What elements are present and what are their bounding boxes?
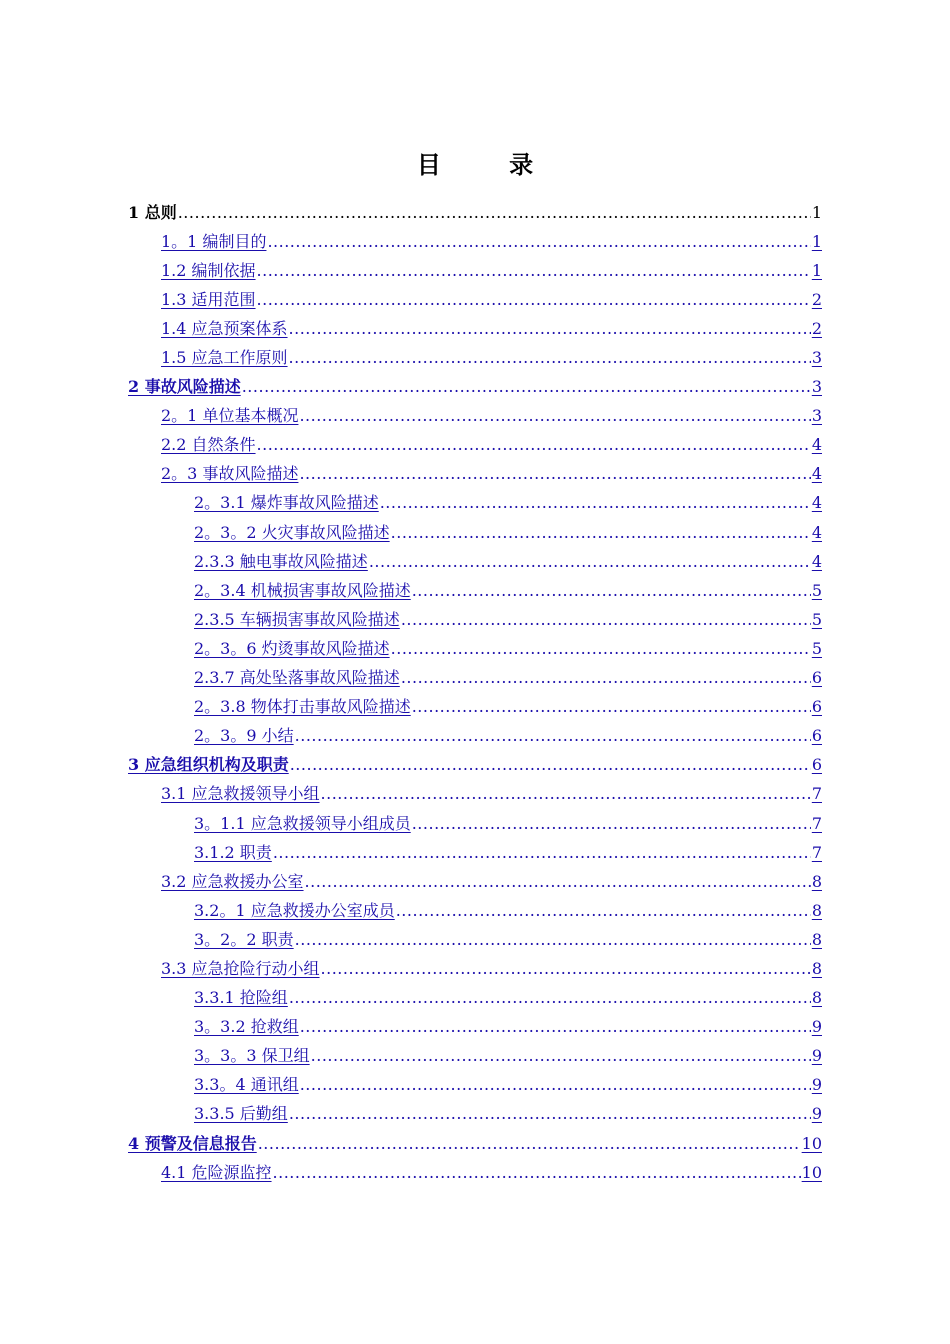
toc-entry-label: 2。1 单位基本概况	[161, 406, 299, 426]
toc-entry-page-number: 4	[811, 464, 822, 484]
toc-entry[interactable]	[0, 722, 950, 751]
toc-entry-page-number: 8	[811, 900, 822, 920]
toc-entry[interactable]	[0, 285, 950, 314]
toc-entry-label: 4 预警及信息报告	[128, 1133, 257, 1153]
toc-entry-page-number: 10	[801, 1162, 822, 1182]
dot-leader	[401, 668, 811, 688]
toc-entry-label: 2.3.7 高处坠落事故风险描述	[194, 668, 400, 688]
dot-leader	[401, 610, 811, 630]
toc-entry-page-number: 7	[811, 842, 822, 862]
dot-leader	[300, 1017, 811, 1037]
toc-entry-page-number: 1	[811, 202, 822, 222]
toc-entry[interactable]	[0, 984, 950, 1013]
toc-entry-page-number: 9	[811, 1075, 822, 1095]
toc-entry-label: 3 应急组织机构及职责	[128, 755, 289, 775]
dot-leader	[257, 261, 811, 281]
toc-entry[interactable]	[0, 431, 950, 460]
toc-entry-page-number: 10	[801, 1133, 822, 1153]
dot-leader	[289, 1104, 811, 1124]
dot-leader	[311, 1046, 811, 1066]
dot-leader	[295, 726, 811, 746]
toc-entry[interactable]	[0, 1013, 950, 1042]
toc-entry[interactable]	[0, 198, 950, 227]
toc-entry-page-number: 5	[811, 580, 822, 600]
toc-entry-page-number: 5	[811, 609, 822, 629]
toc-entry-label: 3.3。4 通讯组	[194, 1075, 299, 1095]
toc-entry[interactable]	[0, 373, 950, 402]
dot-leader	[412, 581, 811, 601]
toc-entry[interactable]	[0, 343, 950, 372]
toc-entry-label: 3.2。1 应急救援办公室成员	[194, 900, 395, 920]
toc-entry-label: 2。3 事故风险描述	[161, 464, 299, 484]
toc-entry-label: 2。3.8 物体打击事故风险描述	[194, 697, 411, 717]
toc-entry[interactable]	[0, 1129, 950, 1158]
toc-entry-label: 3.1.2 职责	[194, 842, 272, 862]
toc-entry[interactable]	[0, 664, 950, 693]
toc-entry[interactable]	[0, 489, 950, 518]
toc-entry-page-number: 2	[811, 289, 822, 309]
dot-leader	[257, 290, 811, 310]
toc-entry-page-number: 1	[811, 231, 822, 251]
toc-entry[interactable]	[0, 867, 950, 896]
toc-entry-page-number: 9	[811, 1046, 822, 1066]
toc-entry-label: 3。3。3 保卫组	[194, 1046, 310, 1066]
dot-leader	[380, 493, 811, 513]
toc-entry-label: 1.2 编制依据	[161, 260, 256, 280]
dot-leader	[391, 523, 811, 543]
toc-entry-page-number: 6	[811, 697, 822, 717]
toc-entry-page-number: 8	[811, 958, 822, 978]
toc-entry[interactable]	[0, 402, 950, 431]
toc-entry-page-number: 2	[811, 318, 822, 338]
toc-entry[interactable]	[0, 693, 950, 722]
toc-entry-label: 3.1 应急救援领导小组	[161, 784, 320, 804]
toc-entry[interactable]	[0, 314, 950, 343]
toc-entry-label: 2。3。2 火灾事故风险描述	[194, 522, 390, 542]
toc-entry-page-number: 5	[811, 638, 822, 658]
toc-entry[interactable]	[0, 925, 950, 954]
toc-entry[interactable]	[0, 256, 950, 285]
toc-entry[interactable]	[0, 780, 950, 809]
toc-entry[interactable]	[0, 1158, 950, 1187]
dot-leader	[396, 901, 811, 921]
toc-entry-label: 1。1 编制目的	[161, 231, 267, 251]
dot-leader	[290, 755, 811, 775]
dot-leader	[258, 1134, 801, 1154]
toc-entry[interactable]	[0, 896, 950, 925]
toc-entry-label: 4.1 危险源监控	[161, 1162, 272, 1182]
toc-entry[interactable]	[0, 605, 950, 634]
toc-entry-label: 2.2 自然条件	[161, 435, 256, 455]
toc-entry[interactable]	[0, 547, 950, 576]
dot-leader	[299, 464, 810, 484]
toc-entry-page-number: 6	[811, 755, 822, 775]
toc-entry-page-number: 4	[811, 522, 822, 542]
dot-leader	[412, 697, 811, 717]
toc-entry-page-number: 8	[811, 929, 822, 949]
toc-entry-page-number: 4	[811, 493, 822, 513]
toc-entry[interactable]	[0, 634, 950, 663]
dot-leader	[391, 639, 811, 659]
toc-entry-label: 2.3.3 触电事故风险描述	[194, 551, 368, 571]
toc-entry-label: 2。3。6 灼烫事故风险描述	[194, 638, 390, 658]
toc-entry-page-number: 3	[811, 377, 822, 397]
toc-entry-page-number: 4	[811, 551, 822, 571]
toc-entry-page-number: 6	[811, 668, 822, 688]
dot-leader	[321, 784, 811, 804]
toc-entry-page-number: 3	[811, 406, 822, 426]
toc-entry-page-number: 7	[811, 813, 822, 833]
toc-entry[interactable]	[0, 954, 950, 983]
toc-entry-page-number: 6	[811, 726, 822, 746]
toc-entry[interactable]	[0, 751, 950, 780]
dot-leader	[295, 930, 811, 950]
toc-entry-label: 2。3。9 小结	[194, 726, 294, 746]
toc-entry-label: 3。1.1 应急救援领导小组成员	[194, 813, 411, 833]
toc-entry-label: 1 总则	[128, 202, 177, 222]
toc-entry[interactable]	[0, 227, 950, 256]
toc-entry[interactable]	[0, 1100, 950, 1129]
dot-leader	[299, 406, 810, 426]
dot-leader	[273, 843, 811, 863]
dot-leader	[289, 319, 811, 339]
toc-entry-label: 1.5 应急工作原则	[161, 348, 288, 368]
dot-leader	[267, 232, 810, 252]
toc-entry[interactable]	[0, 809, 950, 838]
toc-entry[interactable]	[0, 460, 950, 489]
toc-entry-label: 3。3.2 抢救组	[194, 1017, 299, 1037]
dot-leader	[305, 872, 811, 892]
toc-entry-page-number: 9	[811, 1104, 822, 1124]
toc-entry-page-number: 8	[811, 988, 822, 1008]
toc-entry-page-number: 1	[811, 260, 822, 280]
toc-entry-label: 3.3.5 后勤组	[194, 1104, 288, 1124]
dot-leader	[300, 1075, 811, 1095]
toc-entry-page-number: 7	[811, 784, 822, 804]
toc-entry-label: 2 事故风险描述	[128, 377, 241, 397]
toc-entry-label: 2。3.1 爆炸事故风险描述	[194, 493, 379, 513]
toc-entry[interactable]	[0, 1042, 950, 1071]
dot-leader	[257, 435, 811, 455]
toc-entry-page-number: 9	[811, 1017, 822, 1037]
dot-leader	[321, 959, 811, 979]
toc-entry-page-number: 4	[811, 435, 822, 455]
table-of-contents	[0, 198, 950, 1187]
toc-entry-page-number: 8	[811, 871, 822, 891]
toc-entry-label: 3。2。2 职责	[194, 929, 294, 949]
toc-entry-label: 1.4 应急预案体系	[161, 318, 288, 338]
toc-entry[interactable]	[0, 838, 950, 867]
dot-leader	[178, 203, 811, 223]
toc-entry-label: 3.3 应急抢险行动小组	[161, 958, 320, 978]
toc-entry[interactable]	[0, 518, 950, 547]
toc-entry-label: 1.3 适用范围	[161, 289, 256, 309]
toc-entry-label: 2。3.4 机械损害事故风险描述	[194, 580, 411, 600]
toc-entry-label: 3.2 应急救援办公室	[161, 871, 304, 891]
toc-title: 目 录	[416, 150, 564, 179]
dot-leader	[369, 552, 811, 572]
dot-leader	[242, 377, 811, 397]
toc-entry[interactable]	[0, 1071, 950, 1100]
toc-entry-label: 2.3.5 车辆损害事故风险描述	[194, 609, 400, 629]
toc-entry[interactable]	[0, 576, 950, 605]
toc-entry-label: 3.3.1 抢险组	[194, 988, 288, 1008]
toc-entry-page-number: 3	[811, 348, 822, 368]
dot-leader	[412, 814, 811, 834]
dot-leader	[289, 348, 811, 368]
dot-leader	[273, 1163, 801, 1183]
dot-leader	[289, 988, 811, 1008]
